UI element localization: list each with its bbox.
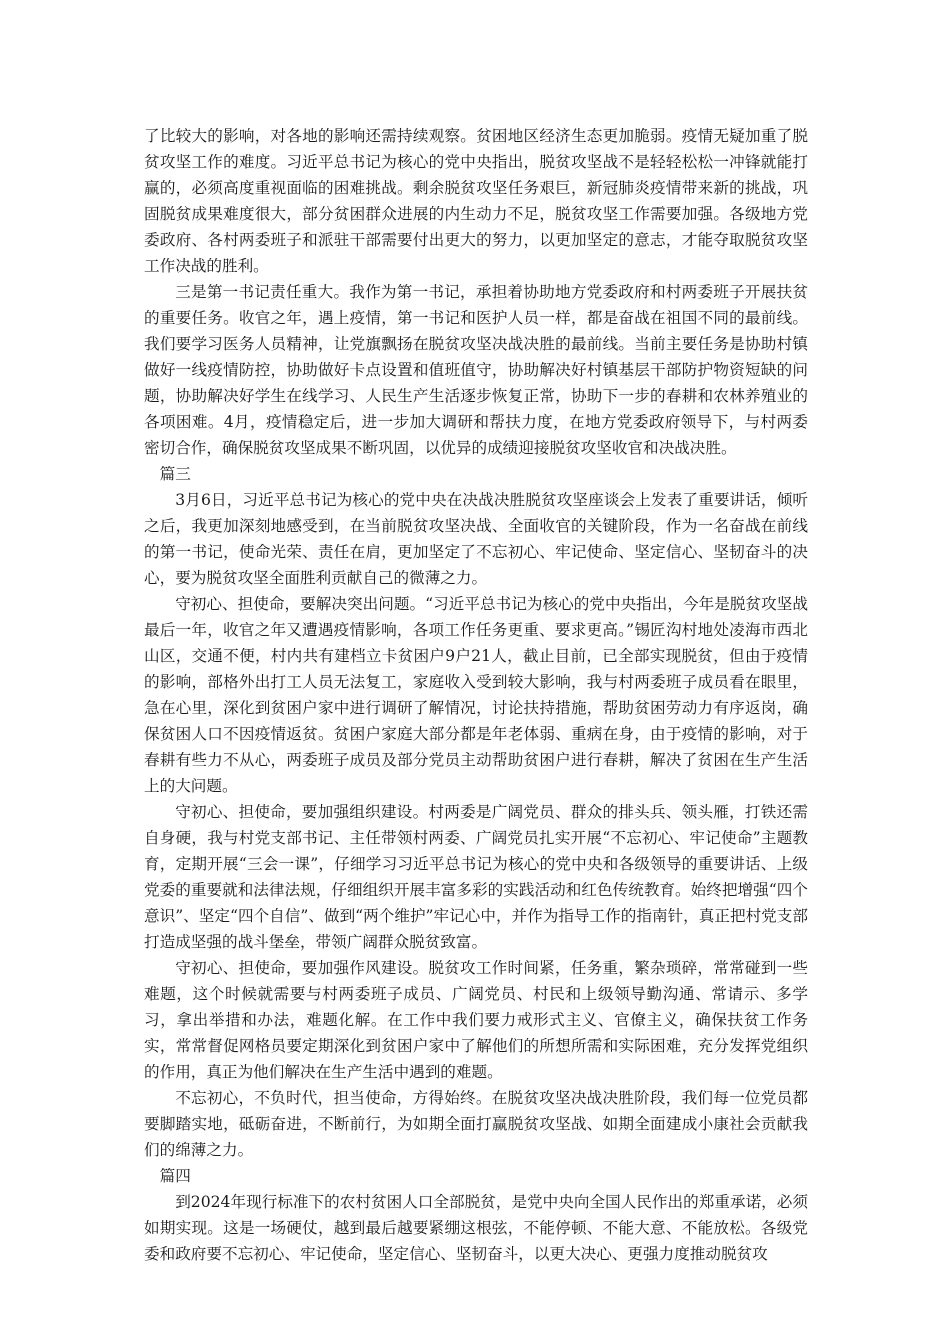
document-body xyxy=(144,123,808,1267)
paragraph: 到2024年现行标准下的农村贫困人口全部脱贫，是党中央向全国人民作出的郑重承诺，必须如期实现。这是一场硬仗，越到最后越要紧绷这根弦，不能停顿、不能大意、不能放松。各级党委和政府要不忘初心、牢记使命，坚定信心、坚韧奋斗，以更大决心、更强力度推动脱贫攻 xyxy=(144,1193,808,1263)
paragraph: 三是第一书记责任重大。我作为第一书记，承担着协助地方党委政府和村两委班子开展扶贫的重要任务。收官之年，遇上疫情，第一书记和医护人员一样，都是奋战在祖国不同的最前线。我们要学习医务人员精神，让党旗飘扬在脱贫攻坚决战决胜的最前线。当前主要任务是协助村镇做好一线疫情防控，协助做好卡点设置和值班值守，协助解决好村镇基层干部防护物资短缺的问题，协助解决好学生在线学习、人民生产生活逐步恢复正常，协助下一步的春耕和农林养殖业的各项困难。4月，疫情稳定后，进一步加大调研和帮扶力度，在地方党委政府领导下，与村两委密切合作，确保脱贫攻坚成果不断巩固，以优异的成绩迎接脱贫攻坚收官和决战决胜。 xyxy=(144,283,808,457)
paragraph: 3月6日，习近平总书记为核心的党中央在决战决胜脱贫攻坚座谈会上发表了重要讲话，倾听之后，我更加深刻地感受到，在当前脱贫攻坚决战、全面收官的关键阶段，作为一名奋战在前线的第一书记，使命光荣、责任在肩，更加坚定了不忘初心、牢记使命、坚定信心、坚韧奋斗的决心，要为脱贫攻坚全面胜利贡献自己的微薄之力。 xyxy=(144,491,808,587)
section-heading: 篇三 xyxy=(159,465,191,483)
paragraph: 守初心、担使命，要加强作风建设。脱贫攻工作时间紧，任务重，繁杂琐碎，常常碰到一些难题，这个时候就需要与村两委班子成员、广阔党员、村民和上级领导勤沟通、常请示、多学习，拿出举措和办法，难题化解。在工作中我们要力戒形式主义、官僚主义，确保扶贫工作务实，常常督促网格员要定期深化到贫困户家中了解他们的所想所需和实际困难，充分发挥党组织的作用，真正为他们解决在生产生活中遇到的难题。 xyxy=(144,959,808,1081)
paragraph: 守初心、担使命，要加强组织建设。村两委是广阔党员、群众的排头兵、领头雁，打铁还需自身硬，我与村党支部书记、主任带领村两委、广阔党员扎实开展“不忘初心、牢记使命”主题教育，定期开展“三会一课”，仔细学习习近平总书记为核心的党中央和各级领导的重要讲话、上级党委的重要就和法律法规，仔细组织开展丰富多彩的实践活动和红色传统教育。始终把增强“四个意识”、坚定“四个自信”、做到“两个维护”牢记心中，并作为指导工作的指南针，真正把村党支部打造成坚强的战斗堡垒，带领广阔群众脱贫致富。 xyxy=(144,803,808,951)
paragraph: 守初心、担使命，要解决突出问题。“习近平总书记为核心的党中央指出，今年是脱贫攻坚战最后一年，收官之年又遭遇疫情影响，各项工作任务更重、要求更高。”锡匠沟村地处凌海市西北山区，交通不便，村内共有建档立卡贫困户9户21人，截止目前，已全部实现脱贫，但由于疫情的影响，部格外出打工人员无法复工，家庭收入受到较大影响，我与村两委班子成员看在眼里，急在心里，深化到贫困户家中进行调研了解情况，讨论扶持措施，帮助贫困劳动力有序返岗，确保贫困人口不因疫情返贫。贫困户家庭大部分都是年老体弱、重病在身，由于疫情的影响，对于春耕有些力不从心，两委班子成员及部分党员主动帮助贫困户进行春耕，解决了贫困在生产生活上的大问题。 xyxy=(144,595,808,795)
section-heading: 篇四 xyxy=(159,1167,191,1185)
paragraph: 了比较大的影响，对各地的影响还需持续观察。贫困地区经济生态更加脆弱。疫情无疑加重了脱贫攻坚工作的难度。习近平总书记为核心的党中央指出，脱贫攻坚战不是轻轻松松一冲锋就能打赢的，必须高度重视面临的困难挑战。剩余脱贫攻坚任务艰巨，新冠肺炎疫情带来新的挑战，巩固脱贫成果难度很大，部分贫困群众进展的内生动力不足，脱贫攻坚工作需要加强。各级地方党委政府、各村两委班子和派驻干部需要付出更大的努力，以更加坚定的意志，才能夺取脱贫攻坚工作决战的胜利。 xyxy=(144,127,808,275)
paragraph: 不忘初心，不负时代，担当使命，方得始终。在脱贫攻坚决战决胜阶段，我们每一位党员都要脚踏实地，砥砺奋进，不断前行，为如期全面打赢脱贫攻坚战、如期全面建成小康社会贡献我们的绵薄之力。 xyxy=(144,1089,808,1159)
